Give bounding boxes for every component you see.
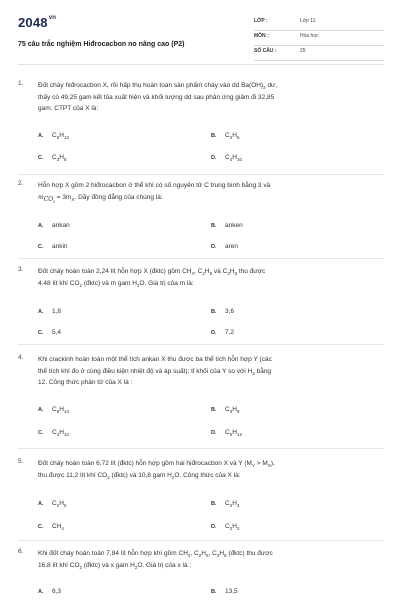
meta-value: Lớp 11 — [300, 18, 316, 24]
option-b[interactable] — [211, 500, 239, 507]
formula-part: C — [52, 429, 57, 436]
option-letter: B. — [211, 407, 217, 413]
subscript: 6 — [209, 271, 213, 276]
document-header — [18, 10, 384, 58]
text-segment: (đktc) và x gam H — [82, 561, 135, 569]
question-divider — [18, 540, 384, 541]
question-text — [38, 80, 380, 115]
question-number: 5. — [18, 458, 24, 465]
subscript: 2 — [53, 199, 55, 204]
subscript: 2 — [229, 135, 233, 140]
text-segment: ), — [270, 460, 275, 467]
text-segment: thu được — [237, 268, 266, 275]
option-letter: B. — [211, 133, 217, 139]
text-segment: O. Giá trị của m là: — [139, 279, 194, 287]
subscript: 8 — [234, 271, 238, 276]
subscript: 12 — [63, 135, 69, 140]
text-segment: Đốt cháy hiđrocacbon X, rồi hấp thụ hoàn toàn sản phẩm cháy vào dd Ba(OH) — [38, 82, 264, 89]
subscript: 2 — [236, 526, 240, 531]
option-letter: C. — [38, 330, 44, 336]
text-segment: . Dãy đồng đẳng của chúng là: — [74, 193, 163, 201]
text-segment: H — [229, 268, 235, 275]
formula-part: C — [225, 523, 230, 530]
formula-part: C — [52, 154, 57, 161]
question-text — [38, 354, 380, 389]
meta-table — [254, 16, 384, 61]
option-d[interactable] — [211, 329, 234, 336]
option-c[interactable] — [38, 329, 61, 336]
formula-part: H — [59, 429, 64, 436]
text-segment: Đốt cháy hoàn toàn 6,72 lít (đktc) hỗn hợp gồm hai hiđrocacbon X và Y (M — [38, 460, 252, 467]
text-segment: và C — [212, 268, 228, 275]
formula-part: C — [225, 500, 230, 507]
option-letter: A. — [38, 589, 44, 595]
option-text: aren — [225, 243, 239, 250]
text-segment: , C — [190, 550, 199, 557]
option-letter: C. — [38, 524, 44, 530]
subscript: 2 — [171, 474, 175, 480]
text-segment: dư, — [265, 82, 278, 89]
text-segment: Khi đốt cháy hoàn toàn 7,84 lít hỗn hợp khí gồm CH — [38, 550, 188, 557]
meta-value: Hóa học — [300, 33, 319, 39]
subscript: 12 — [236, 432, 242, 437]
subscript: 14 — [63, 409, 69, 414]
formula-part: C — [225, 154, 230, 161]
meta-label: SỐ CÂU : — [254, 48, 277, 54]
subscript: X — [267, 463, 271, 468]
text-segment: , C — [208, 550, 217, 557]
formula-part: H — [59, 500, 64, 507]
text-line: gam. CTPT của X là: — [38, 105, 99, 112]
text-segment: bằng — [254, 367, 272, 375]
text-line: Hỗn hợp X gồm 2 hiđrocacbon ở thể khí có số nguyên tử C trung bình bằng 3 và — [38, 182, 271, 189]
question-1 — [18, 80, 384, 172]
option-letter: C. — [38, 430, 44, 436]
option-b[interactable] — [211, 308, 234, 315]
option-letter: A. — [38, 407, 44, 413]
option-letter: D. — [211, 244, 217, 250]
option-c[interactable] — [38, 523, 64, 530]
subscript: 2 — [229, 526, 233, 531]
option-text: 13,5 — [225, 588, 238, 595]
option-text: 6,3 — [52, 588, 62, 595]
meta-label: LỚP : — [254, 18, 268, 24]
text-segment: = 3m — [54, 193, 72, 201]
text-segment: > M — [255, 460, 268, 467]
subscript: 4 — [191, 271, 195, 276]
question-2 — [18, 180, 384, 258]
subscript: 8 — [224, 553, 227, 558]
formula-part: C — [225, 429, 230, 436]
option-letter: A. — [38, 309, 44, 315]
text-segment: 4,48 lít khí CO — [38, 279, 80, 287]
question-number: 2. — [18, 180, 24, 187]
subscript: 3 — [227, 271, 230, 276]
question-divider — [18, 258, 384, 259]
text-segment: thu được 11,2 lít khí CO — [38, 471, 108, 479]
option-letter: B. — [211, 589, 217, 595]
question-divider — [18, 174, 384, 175]
subscript: 10 — [63, 432, 69, 437]
question-4 — [18, 354, 384, 444]
subscript: 2 — [136, 282, 140, 288]
question-3 — [18, 266, 384, 342]
formula-part: H — [59, 132, 64, 139]
logo-text: 2048 — [18, 15, 48, 30]
option-d[interactable] — [211, 523, 239, 530]
option-b[interactable] — [211, 588, 238, 595]
text-line: 12. Công thức phân tử của X là : — [38, 379, 133, 386]
meta-row-class — [254, 16, 384, 31]
formula-part: H — [232, 523, 237, 530]
meta-row-subject — [254, 31, 384, 46]
formula-part: C — [225, 132, 230, 139]
subscript: 2 — [79, 282, 83, 288]
option-a[interactable] — [38, 500, 66, 507]
option-b[interactable] — [211, 406, 239, 413]
text-segment: (đktc) thu được — [226, 550, 273, 557]
option-d[interactable] — [211, 154, 242, 161]
subscript: 2 — [229, 503, 233, 508]
text-segment: H — [204, 268, 210, 275]
text-line: Khi crackinh hoàn toàn một thể tích ankan X thu được ba thể tích hỗn hợp Y (các — [38, 356, 272, 363]
option-text: ankin — [52, 243, 68, 250]
question-text — [38, 548, 380, 571]
logo-suffix: vn — [48, 15, 57, 21]
option-a[interactable] — [38, 588, 61, 595]
text-segment: H — [219, 550, 225, 557]
subscript: 2 — [252, 370, 255, 376]
text-segment: 16,8 lít khí CO — [38, 561, 80, 569]
subscript: X — [71, 196, 75, 202]
question-text — [38, 180, 380, 203]
option-d[interactable] — [211, 429, 242, 436]
text-segment: O. Giá trị của x là : — [137, 561, 192, 569]
question-text — [38, 458, 380, 481]
subscript: 5 — [229, 432, 233, 437]
subscript: 6 — [236, 135, 240, 140]
option-text: ankan — [52, 222, 70, 229]
text-line: thấy có 49,25 gam kết tủa xuất hiện và khối lượng dd sau phản ứng giảm đi 32,85 — [38, 93, 275, 101]
question-5 — [18, 458, 384, 536]
option-b[interactable] — [211, 222, 243, 229]
subscript: 2 — [202, 271, 205, 276]
meta-label: MÔN : — [254, 33, 269, 39]
meta-value: 25 — [300, 48, 306, 54]
subscript: 3 — [229, 409, 233, 414]
subscript: 4 — [187, 553, 191, 558]
option-letter: D. — [211, 155, 217, 161]
formula-part: H — [232, 500, 237, 507]
text-segment: , C — [194, 268, 203, 275]
subscript: CO — [43, 195, 54, 203]
formula-part: H — [232, 429, 237, 436]
subscript: 10 — [236, 157, 242, 162]
text-segment: Đốt cháy hoàn toàn 2,24 lít hỗn hợp X (đktc) gồm CH — [38, 268, 192, 275]
subscript: 4 — [236, 503, 240, 508]
subscript: 2 — [56, 503, 60, 508]
option-b[interactable] — [211, 132, 239, 139]
option-text: anken — [225, 222, 243, 229]
option-letter: C. — [38, 244, 44, 250]
text-segment: O. Công thức của X là: — [174, 471, 241, 479]
option-letter: A. — [38, 133, 44, 139]
option-c[interactable] — [38, 154, 66, 161]
document-title: 75 câu trắc nghiệm Hiđrocacbon no nâng cao (P2) — [18, 41, 185, 48]
option-a[interactable] — [38, 308, 61, 315]
subscript: 4 — [61, 526, 64, 531]
text-segment: thể tích khí đo ở cùng điều kiện nhiệt độ và áp suất); tỉ khối của Y so với H — [38, 367, 253, 375]
option-c[interactable] — [38, 429, 69, 436]
text-segment: H — [201, 550, 206, 557]
site-logo[interactable] — [18, 15, 56, 30]
formula-part: C — [52, 132, 57, 139]
formula-part: H — [59, 406, 64, 413]
subscript: 4 — [229, 157, 233, 162]
option-letter: D. — [211, 330, 217, 336]
subscript: 8 — [63, 157, 67, 162]
option-letter: C. — [38, 155, 44, 161]
option-letter: B. — [211, 223, 217, 229]
option-d[interactable] — [211, 243, 238, 250]
subscript: 3 — [216, 553, 220, 558]
subscript: 4 — [56, 432, 60, 437]
option-a[interactable] — [38, 222, 70, 229]
subscript: 2 — [263, 85, 266, 90]
subscript: 2 — [79, 564, 83, 570]
formula-part: H — [232, 406, 237, 413]
option-text: 7,2 — [225, 329, 235, 336]
question-number: 6. — [18, 548, 24, 555]
subscript: 6 — [205, 553, 209, 558]
question-text — [38, 266, 380, 289]
math-symbol: m — [38, 193, 44, 201]
option-letter: B. — [211, 501, 217, 507]
question-number: 1. — [18, 80, 24, 87]
text-segment: (đktc) và m gam H — [82, 279, 137, 287]
formula-part: C — [52, 406, 57, 413]
subscript: 3 — [56, 157, 60, 162]
option-a[interactable] — [38, 132, 69, 139]
subscript: 2 — [107, 474, 110, 480]
option-c[interactable] — [38, 243, 68, 250]
question-divider — [18, 344, 384, 345]
option-letter: B. — [211, 309, 217, 315]
subscript: 6 — [56, 409, 60, 414]
formula-part: H — [232, 132, 237, 139]
formula-part: H — [59, 154, 64, 161]
subscript: Y — [251, 463, 255, 468]
question-number: 3. — [18, 266, 24, 273]
subscript: 6 — [63, 503, 67, 508]
formula-part: C — [52, 500, 57, 507]
option-letter: A. — [38, 223, 44, 229]
option-letter: A. — [38, 501, 44, 507]
text-segment: (đktc) và 10,8 gam H — [109, 471, 172, 479]
option-letter: D. — [211, 430, 217, 436]
option-text: 5,4 — [52, 329, 62, 336]
formula-part: H — [232, 154, 237, 161]
subscript: 2 — [134, 564, 138, 570]
formula-part: CH — [52, 523, 62, 530]
subscript: 2 — [198, 553, 202, 558]
header-divider — [18, 64, 384, 65]
subscript: 8 — [236, 409, 240, 414]
option-text: 3,6 — [225, 308, 235, 315]
option-text: 1,8 — [52, 308, 62, 315]
question-6 — [18, 548, 384, 600]
question-number: 4. — [18, 354, 24, 361]
option-letter: D. — [211, 524, 217, 530]
question-divider — [18, 448, 384, 449]
option-a[interactable] — [38, 406, 69, 413]
meta-row-count — [254, 46, 384, 61]
subscript: 5 — [56, 135, 60, 140]
formula-part: C — [225, 406, 230, 413]
